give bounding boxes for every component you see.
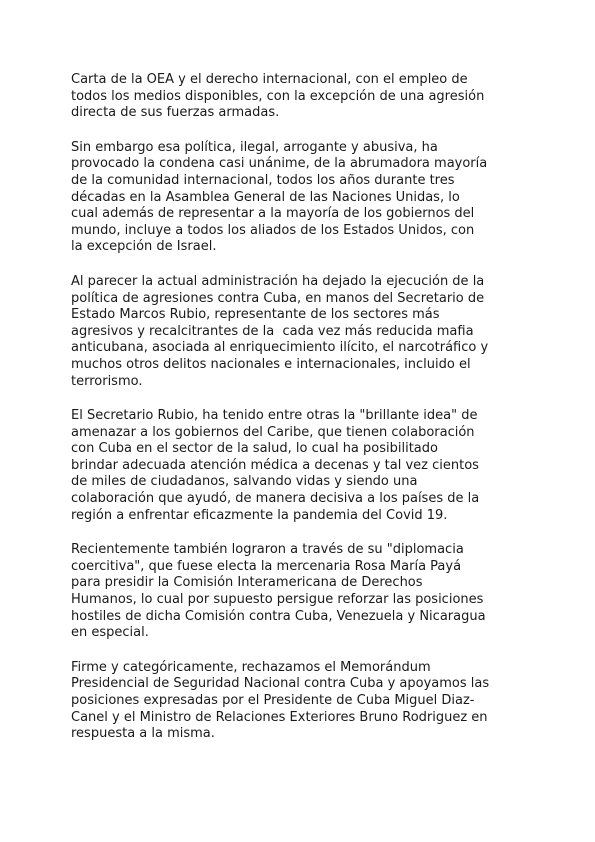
- text-line: Firme y categóricamente, rechazamos el Memorándum: [71, 659, 431, 675]
- text-line: amenazar a los gobiernos del Caribe, que tienen colaboración: [71, 424, 475, 440]
- text-line: hostiles de dicha Comisión contra Cuba, Venezuela y Nicaragua: [71, 608, 486, 624]
- text-line: terrorismo.: [71, 373, 143, 389]
- text-line: brindar adecuada atención médica a decenas y tal vez cientos: [71, 457, 479, 473]
- text-line: respuesta a la misma.: [71, 726, 215, 742]
- text-line: décadas en la Asamblea General de las Naciones Unidas, lo: [71, 189, 460, 205]
- paragraph-4: [71, 408, 531, 524]
- text-line: Sin embargo esa política, ilegal, arrogante y abusiva, ha: [71, 139, 438, 155]
- text-line: todos los medios disponibles, con la excepción de una agresión: [71, 88, 485, 104]
- text-line: directa de sus fuerzas armadas.: [71, 105, 280, 121]
- text-line: de miles de ciudadanos, salvando vidas y siendo una: [71, 474, 418, 490]
- text-line: Al parecer la actual administración ha dejado la ejecución de la: [71, 273, 485, 289]
- paragraph-5: [71, 542, 531, 642]
- text-line: en especial.: [71, 625, 149, 641]
- text-line: El Secretario Rubio, ha tenido entre otras la "brillante idea" de: [71, 408, 478, 424]
- text-line: muchos otros delitos nacionales e internacionales, incluido el: [71, 356, 471, 372]
- text-line: Estado Marcos Rubio, representante de los sectores más: [71, 307, 440, 323]
- text-line: agresivos y recalcitrantes de la cada vez más reducida mafia: [71, 323, 474, 339]
- text-line: Carta de la OEA y el derecho internacional, con el empleo de: [71, 72, 468, 87]
- paragraph-3: [71, 274, 531, 390]
- text-line: para presidir la Comisión Interamericana de Derechos: [71, 575, 423, 591]
- paragraph-1: [71, 72, 531, 122]
- text-line: posiciones expresadas por el Presidente de Cuba Miguel Diaz-: [71, 693, 475, 708]
- text-line: con Cuba en el sector de la salud, lo cual ha posibilitado: [71, 441, 438, 457]
- text-line: colaboración que ayudó, de manera decisiva a los países de la: [71, 491, 480, 507]
- text-line: Canel y el Ministro de Relaciones Exteriores Bruno Rodriguez en: [71, 709, 488, 725]
- text-line: coercitiva", que fuese electa la mercenaria Rosa María Payá: [71, 558, 462, 574]
- text-line: Presidencial de Seguridad Nacional contra Cuba y apoyamos las: [71, 676, 490, 692]
- text-line: Humanos, lo cual por supuesto persigue reforzar las posiciones: [71, 592, 484, 608]
- paragraph-2: [71, 140, 531, 256]
- text-line: región a enfrentar eficazmente la pandemia del Covid 19.: [71, 507, 448, 523]
- paragraph-6: [71, 660, 531, 743]
- document-body: [71, 72, 531, 761]
- text-line: provocado la condena casi unánime, de la abrumadora mayoría: [71, 156, 488, 172]
- text-line: anticubana, asociada al enriquecimiento ilícito, el narcotráfico y: [71, 340, 489, 356]
- text-line: cual además de representar a la mayoría de los gobiernos del: [71, 206, 475, 222]
- text-line: de la comunidad internacional, todos los años durante tres: [71, 172, 455, 188]
- text-line: Recientemente también lograron a través de su "diplomacia: [71, 542, 464, 558]
- text-line: la excepción de Israel.: [71, 239, 217, 255]
- text-line: mundo, incluye a todos los aliados de los Estados Unidos, con: [71, 222, 475, 238]
- text-line: política de agresiones contra Cuba, en manos del Secretario de: [71, 290, 485, 306]
